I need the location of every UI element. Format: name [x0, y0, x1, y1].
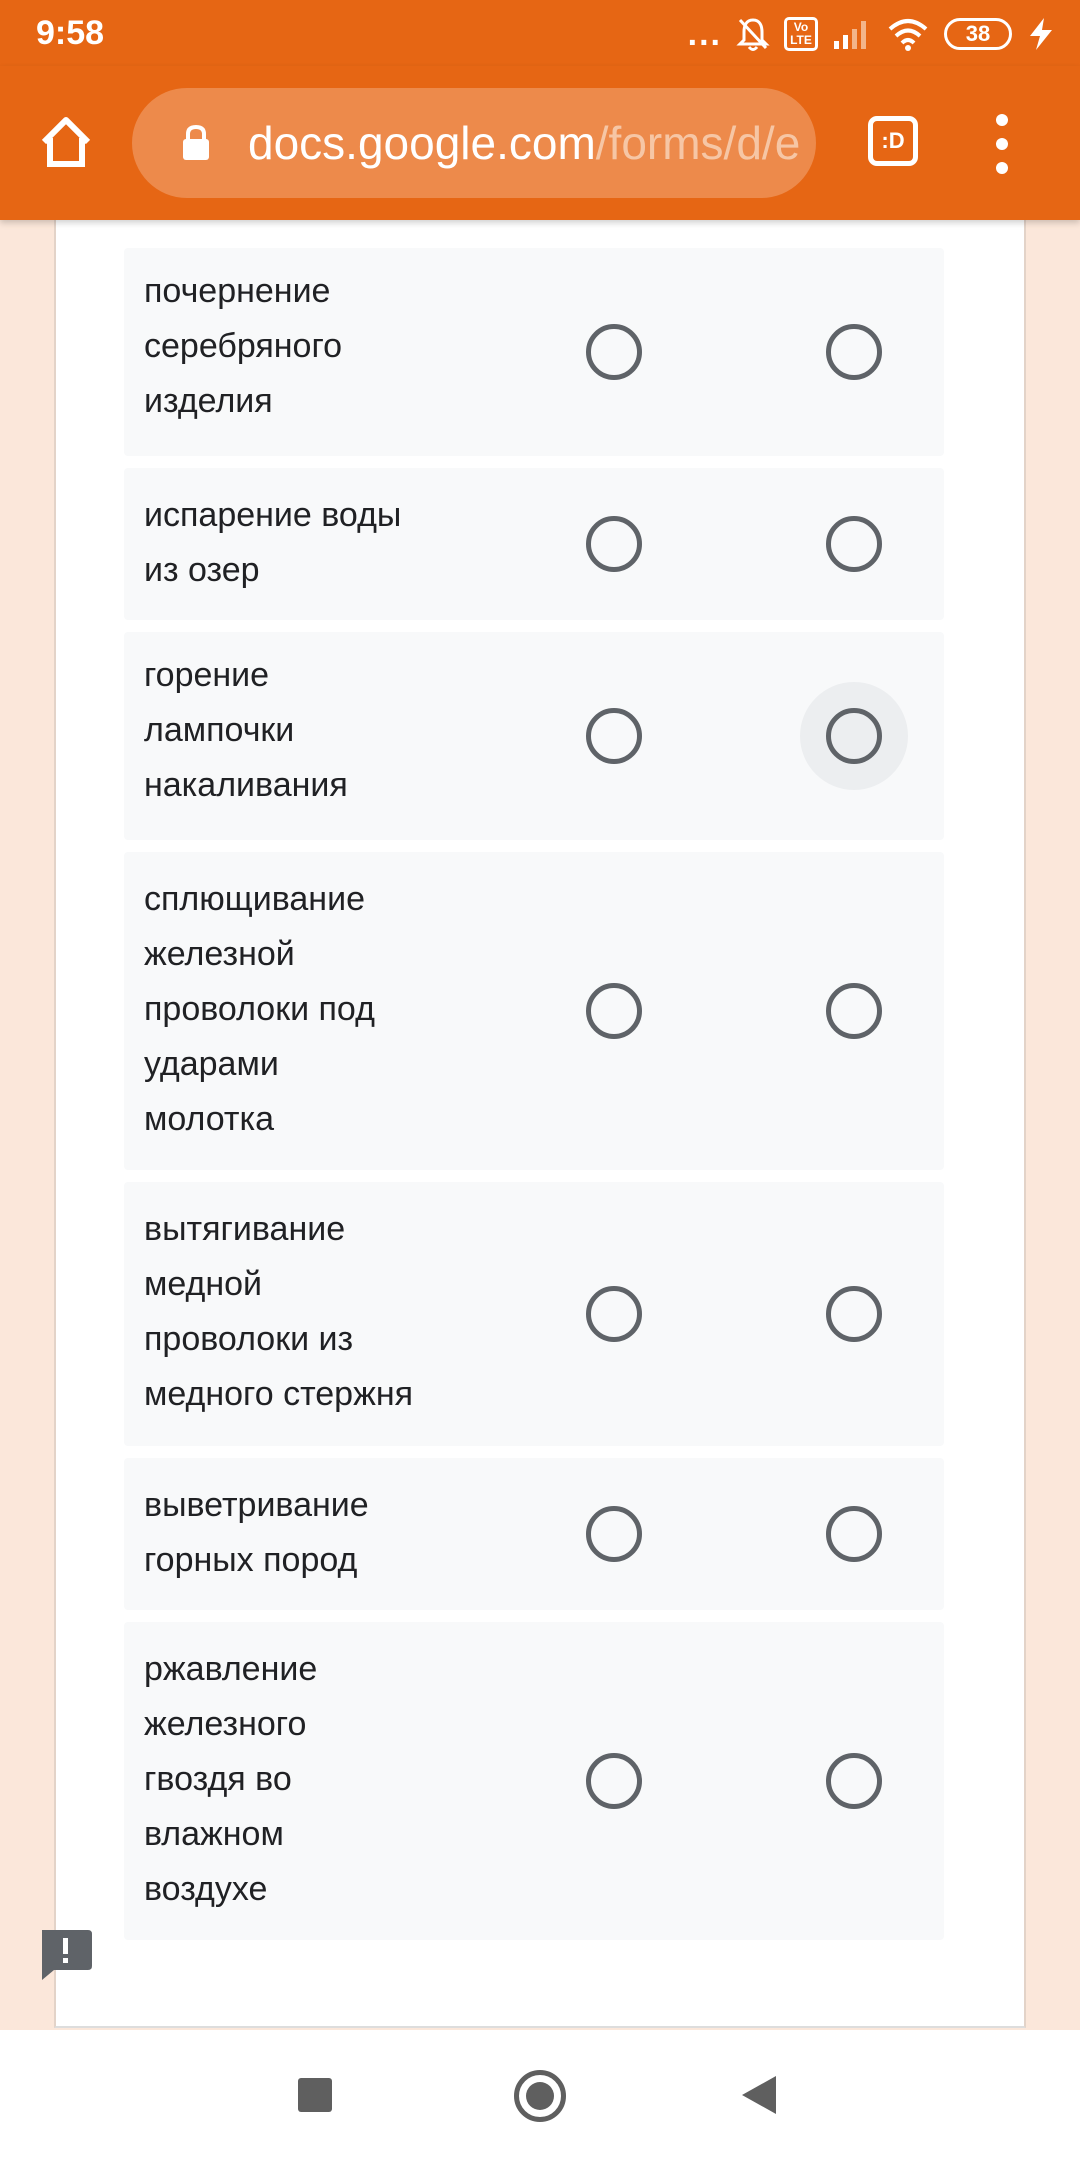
radio-option-1[interactable] [586, 516, 642, 572]
status-bar [0, 0, 1080, 66]
radio-option-1[interactable] [586, 1753, 642, 1809]
battery-icon: 38 [944, 18, 1012, 50]
radio-option-2[interactable] [826, 1753, 882, 1809]
home-nav-button[interactable] [514, 2070, 566, 2122]
grid-row [124, 1458, 944, 1610]
row-label: вытягивание медной проволоки из медного стержня [144, 1210, 414, 1413]
home-button[interactable] [36, 112, 96, 172]
radio-option-1[interactable] [586, 1506, 642, 1562]
more-notifications-icon: ... [687, 15, 722, 53]
url-text [248, 116, 800, 170]
mute-bell-icon [736, 16, 770, 52]
row-label: сплющивание железной проволоки под ударами молотка [144, 880, 375, 1138]
home-icon [36, 112, 96, 172]
grid-row [124, 852, 944, 1170]
radio-option-2[interactable] [826, 1506, 882, 1562]
charging-icon [1026, 16, 1056, 52]
back-button[interactable] [742, 2076, 776, 2114]
radio-option-2[interactable] [826, 708, 882, 764]
url-domain: docs.google.com [248, 117, 596, 169]
overflow-menu-button[interactable] [992, 114, 1012, 174]
volte-icon: Vo LTE [784, 17, 818, 51]
wifi-icon [886, 17, 930, 51]
status-icons [688, 12, 1056, 56]
row-label: ржавление железного гвоздя во влажном воздухе [144, 1650, 318, 1908]
row-label: выветривание горных пород [144, 1486, 369, 1579]
radio-option-1[interactable] [586, 324, 642, 380]
lock-icon [180, 124, 212, 167]
feedback-button[interactable] [36, 1928, 94, 1980]
signal-icon [832, 17, 872, 51]
form-card [54, 220, 1026, 2028]
browser-toolbar [0, 66, 1080, 220]
feedback-icon [36, 1928, 94, 1982]
tab-switcher-button[interactable]: :D [868, 116, 918, 166]
system-nav-bar [0, 2030, 1080, 2160]
radio-option-1[interactable] [586, 1286, 642, 1342]
radio-option-2[interactable] [826, 983, 882, 1039]
radio-option-2[interactable] [826, 516, 882, 572]
radio-option-1[interactable] [586, 708, 642, 764]
status-time: 9:58 [36, 14, 105, 52]
grid-row [124, 468, 944, 620]
grid-row [124, 632, 944, 840]
radio-option-2[interactable] [826, 324, 882, 380]
radio-option-1[interactable] [586, 983, 642, 1039]
grid-row [124, 1622, 944, 1940]
row-label: почернение серебряного изделия [144, 272, 343, 420]
address-bar[interactable] [132, 88, 816, 198]
grid-row [124, 248, 944, 456]
url-path: /forms/d/e [595, 117, 801, 169]
radio-option-2[interactable] [826, 1286, 882, 1342]
row-label: испарение воды из озер [144, 496, 402, 589]
row-label: горение лампочки накаливания [144, 656, 348, 804]
grid-row [124, 1182, 944, 1446]
recents-button[interactable] [298, 2078, 332, 2112]
grid-question [124, 248, 944, 1952]
